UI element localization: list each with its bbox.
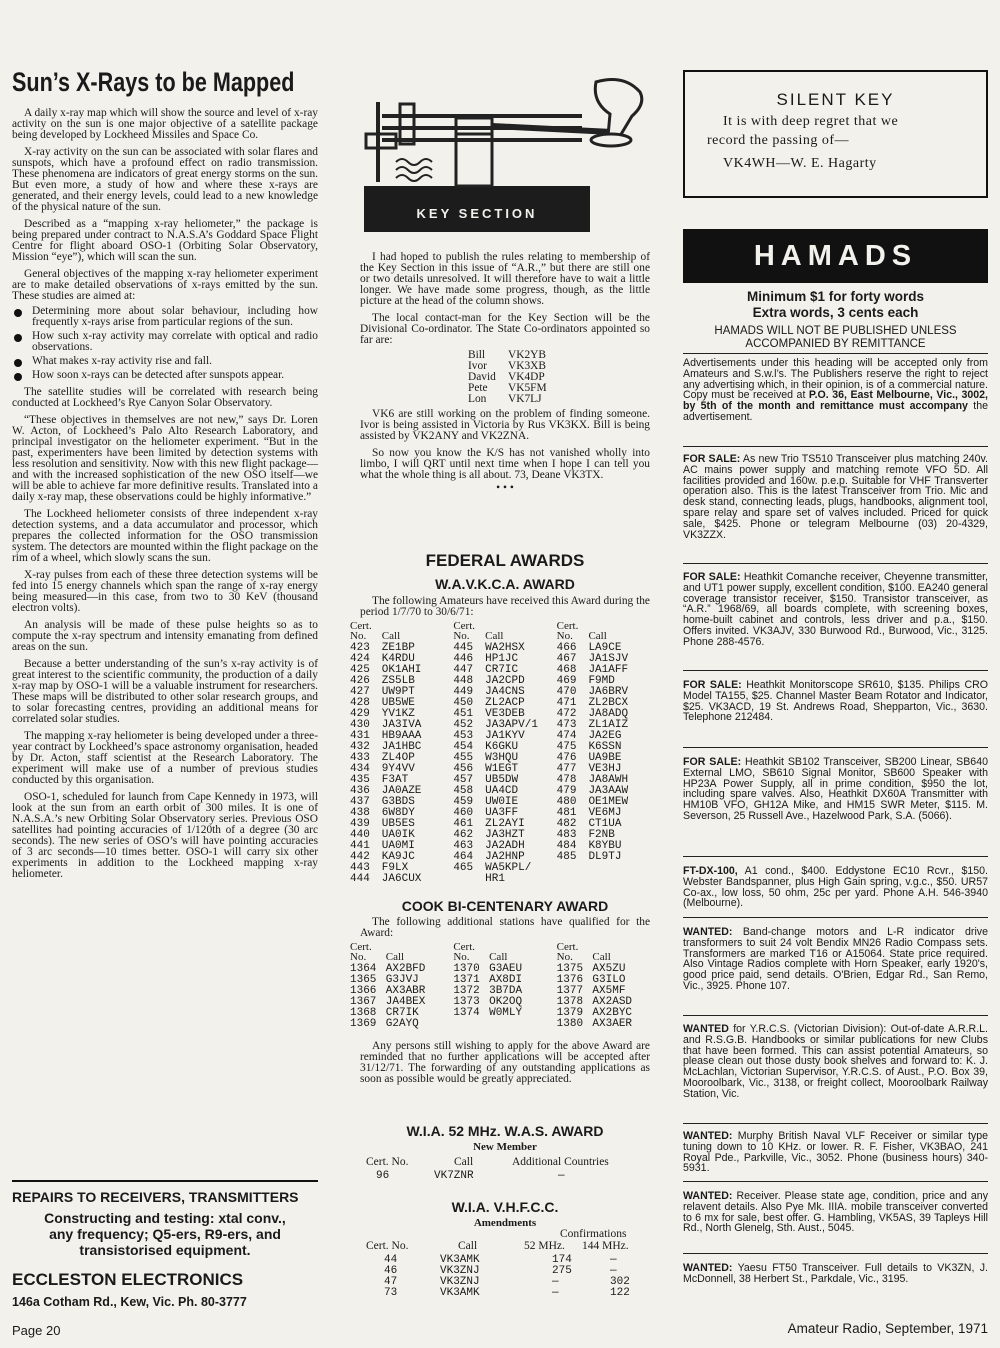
table-cell: OE1MEW [588,796,629,808]
table-cell: 464 [453,851,474,863]
table-cell: UA3FF [485,807,519,819]
table-cell: VK3AMK [440,1254,480,1266]
federal-awards-title: FEDERAL AWARDS [425,551,585,570]
table-cell: VE3DEB [485,708,525,720]
table-cell: JA2CPD [485,675,525,687]
table-cell: 44 [384,1254,398,1266]
table-cell: WA5KPL/ [485,862,532,874]
repairs-line-2: any frequency; Q5-ers, R9-ers, and [49,1226,281,1242]
table-cell: 450 [453,697,474,709]
table-cell: 467 [556,653,577,665]
table-cell: 425 [350,664,370,676]
ad-divider [683,1181,988,1182]
table-cell: AX5MF [592,985,626,997]
repairs-address: 146a Cotham Rd., Kew, Vic. Ph. 80-3777 [12,1295,247,1309]
ad-divider [683,1123,988,1124]
table-cell: 1368 [350,1007,377,1019]
table-cell: JA8ADQ [588,708,629,720]
sun-bullet-1: Determining more about solar behaviour, including how frequently x-rays arise from particular regions of the sun. [12,306,318,328]
key-p3: VK6 are still working on the problem of finding someone. Ivor is being assisted in Victoria by Rus VK3KX. Bill is being assisted by VK2ANY and VK2ZNA. [360,408,650,442]
hamad-item-7: WANTED for Y.R.C.S. (Victorian Division): Out-of-date A.R.R.L. and R.S.G.B. Handbooks or similar publications for new Clubs that have been formed. This can assist potential Amateurs, so please clean out those dusty book shelves and forward to: K. J. McLachlan, Victorian Supervisor, Y.R.C.S. of Aust., P.O. Box 39, Mooroolbark, Vic., 3138, or freight collect, Mooroolbark Railway Station, Vic. [683,1023,988,1100]
table-cell [557,863,589,874]
table-cell: 448 [453,675,474,687]
table-cell: 436 [350,785,370,797]
table-cell: JA2ADH [485,840,525,852]
hamad-item-9: WANTED: Receiver. Please state age, condition, price and any relavent details. Also Pye Mk. IIIA. mobile transceiver converted to 6 mx for sale, best offer. G. Hambling, VK5AS, 39 Tapleys Hill Rd., North Glenelg, Sth. Aust., 5045. [683,1190,988,1235]
sun-p1: A daily x-ray map which will show the source and level of x-ray activity on the sun is one major objective of a satellite package being developed by Lockheed Missiles and Space Co. [12,107,318,141]
table-cell: JA0AZE [381,785,422,797]
ad-divider [683,1253,988,1254]
table-cell: JA2EG [588,730,622,742]
cook-intro: The following additional stations have qualified for the Award: [360,916,650,939]
table-cell: — [552,1276,559,1288]
ad-divider [683,446,988,447]
table-cell: 1366 [350,985,377,997]
table-cell [489,1019,557,1030]
table-cell: 428 [350,697,370,709]
table-cell: 479 [556,785,577,797]
table-cell: AX3ABR [385,985,426,997]
table-cell: 431 [350,730,370,742]
table-cell: AX2ASD [592,996,633,1008]
cook-rows [350,964,660,1030]
sun-p6: “These objectives in themselves are not new,” says Dr. Loren W. Acton, of Lockheed’s Palo Alto Research Laboratory, and principal investigator on the heliometer experiment. “But in the past, experimenters have been limited by detection systems with less resolution and sensitivity. Now with this new flight package—and with the increased sophistication of the new OSO itself—we will be able to achieve far more definitive results. Translated into a daily x-ray map, these observations could be highly informative.” [12,414,318,503]
sun-bullet-4: How soon x-rays can be detected after sunspots appear. [12,370,318,381]
repairs-title: REPAIRS TO RECEIVERS, TRANSMITTERS [12,1189,299,1205]
table-cell: ZL2AYI [485,818,525,830]
table-cell: 459 [453,796,474,808]
table-cell: 457 [453,774,474,786]
table-cell: JA6BRV [588,686,629,698]
table-cell: 462 [453,829,474,841]
hamad-item-1: FOR SALE: As new Trio TS510 Transceiver plus matching 240v. AC mains power supply and matching remote VFO 5D. All facilities provided and 160w. p.e.p. Suitable for VHF Transverter operation also. This is the latest Transceiver from Trio. Mic and desk stand, connecting leads, plugs, handbooks, alignment tool, spare relay and spare set of valves included. Priced for quick sale, $425. Phone or telegram Melbourne (03) 20-4329, VK3ZZX. [683,453,988,541]
table-cell: 1375 [556,963,584,975]
table-cell: 432 [350,741,370,753]
table-cell: 466 [556,642,577,654]
table-cell: 441 [350,840,370,852]
table-cell: JA1SJV [588,653,629,665]
table-cell: 435 [350,774,370,786]
hamads-rule [683,353,988,354]
table-cell: W3HQU [485,752,519,764]
table-cell: 440 [350,829,370,841]
key-section-body [360,252,650,494]
table-cell: JA1HBC [381,741,422,753]
table-cell [453,874,485,885]
table-cell: K8YBU [588,840,622,852]
table-cell: JA3IVA [381,719,422,731]
table-cell: 429 [350,708,370,720]
table-cell: 174 [552,1254,572,1266]
sun-article-headline: Sun’s X-Rays to be Mapped [12,67,295,97]
repairs-line-3: transistorised equipment. [79,1242,251,1258]
vhfcc-rows [384,1255,664,1299]
sun-p11: The mapping x-ray heliometer is being developed under a three-year contract by Lockheed’s space astronomy organisation, headed by Dr. Acton, staff scientist at the Research Laboratory. The experiment will make use of a number of previous studies conducted by this organisation. [12,730,318,786]
vhfcc-subtitle: Amendments [473,1217,537,1229]
table-cell: 473 [556,719,577,731]
table-cell: G3JVJ [385,974,419,986]
sun-p9: An analysis will be made of these pulse heights so as to compute the x-ray spectrum and intensity emanating from defined areas on the sun. [12,619,318,653]
table-cell: CR7IC [485,664,519,676]
table-cell: UB5DW [485,774,519,786]
table-cell: CT1UA [588,818,622,830]
hamad-item-10: WANTED: Yaesu FT50 Transceiver. Full details to VK3ZN, J. McDonnell, 38 Herbert St., Parkdale, Vic., 3195. [683,1262,988,1285]
table-cell: 481 [556,807,577,819]
table-cell: OK2OQ [489,996,523,1008]
sun-p2: X-ray activity on the sun can be associated with solar flares and sunspots, which have a profound effect on radio transmission. These phenomena are indicators of great energy storms on the sun. But even more, a study of how and where these x-rays are generated, and their energy levels, could lead to a new knowledge of the physical nature of the sun. [12,146,318,213]
table-cell: 426 [350,675,370,687]
hamads-rate-1: Minimum $1 for forty words [746,289,925,304]
table-cell: K6SSN [588,741,622,753]
table-cell: 302 [610,1276,630,1288]
table-cell: W0MLY [489,1007,523,1019]
key-p2: The local contact-man for the Key Section will be the Divisional Co-ordinator. The State Co-ordinators appointed so far are: [360,312,650,346]
table-cell [557,874,589,885]
table-cell: UA4CD [485,785,519,797]
was-row: 96 VK7ZNR — [376,1170,565,1182]
table-cell: UB5ES [381,818,415,830]
table-cell: UW9PT [381,686,415,698]
table-cell: 122 [610,1287,630,1299]
table-cell: 468 [556,664,577,676]
table-cell [453,1019,489,1030]
table-cell: 470 [556,686,577,698]
table-cell: 449 [453,686,474,698]
key-separator: • • • [496,482,514,494]
table-cell: 73 [384,1287,398,1299]
table-cell: 1365 [350,974,377,986]
table-cell: 9Y4VV [381,763,415,775]
table-row [384,1255,664,1266]
table-cell: 1371 [453,974,480,986]
sun-article-body [12,108,318,880]
table-cell: 1373 [453,996,480,1008]
table-cell: YV1KZ [381,708,415,720]
table-cell: 476 [556,752,577,764]
sun-p5: The satellite studies will be correlated with research being conducted at Lockheed’s Rye Canyon Solar Observatory. [12,386,318,409]
table-cell: VE3HJ [588,763,622,775]
table-cell: G3BDS [381,796,415,808]
vhfcc-confirmations-label: Confirmations [560,1228,627,1240]
hamads-banner [683,229,988,283]
table-cell: WA2HSX [485,642,525,654]
table-cell: G2AYQ [385,1018,419,1030]
hamads-title: HAMADS [753,240,918,272]
morse-key-illustration [356,74,646,234]
coordinator-list [468,350,650,405]
table-cell: 484 [556,840,577,852]
magazine-footer: Amateur Radio, September, 1971 [787,1321,988,1336]
table-cell: 1374 [453,1007,480,1019]
table-cell: 451 [453,708,474,720]
table-row [384,1288,664,1299]
hamad-item-6: WANTED: Band-change motors and L-R indicator drive transformers to suit 24 volt Bendix MN26 Radio Compass sets. Transformers are marked T16 or A15064. State price required. Also Vintage Radios complete with Horn Speaker, early 1920's, good price paid, send details. O'Brien, Edgar Rd., San Remo, Vic., 3925. Phone 107. [683,926,988,992]
table-cell: 1369 [350,1018,377,1030]
table-cell: 483 [556,829,577,841]
table-cell: W1EGT [485,763,519,775]
wavkca-title: W.A.V.K.C.A. AWARD [435,576,575,592]
cook-header-cert: Cert. Cert. Cert. [350,941,579,953]
vhfcc-title: W.I.A. V.H.F.C.C. [451,1199,559,1215]
table-cell: VE6MJ [588,807,622,819]
table-cell: 472 [556,708,577,720]
table-cell: UW0IE [485,796,519,808]
table-cell: F3AT [381,774,409,786]
table-cell: JA1KYV [485,730,525,742]
table-cell: G3AEU [489,963,523,975]
table-cell: 465 [453,862,474,874]
table-cell: UB5WE [381,697,415,709]
silent-key-box [683,70,988,198]
table-cell: K6GKU [485,741,519,753]
table-cell: JA2HNP [485,851,525,863]
table-cell: AX2BYC [592,1007,633,1019]
table-cell: 454 [453,741,474,753]
hamad-item-5: FT-DX-100, A1 cond., $400. Eddystone EC10 Rcvr., $150. Webster Bandspanner, plus High Gain spring, v.g.c., $50. UR57 Co-ax., low loss, 50 ohm, 25c per yard. Phone A.H. 546-3940 (Melbourne). [683,865,988,910]
table-cell: 453 [453,730,474,742]
table-cell: UA0IK [381,829,415,841]
table-cell: LA9CE [588,642,622,654]
table-cell: 433 [350,752,370,764]
sun-p10: Because a better understanding of the sun’s x-ray activity is of great interest to the scientific community, the production of a daily x-ray map by OSO-1 will be a valuable instrument for researchers. These maps will be distributed to other solar research groups, and to solar forecasting centres, providing an additional means for correlated solar studies. [12,658,318,725]
hamad-item-2: FOR SALE: Heathkit Comanche receiver, Cheyenne transmitter, and UT1 power supply, excellent condition, $100. EA240 general coverage transistor receiver, $150. Transistor transceiver, as “A.R.” 1968/69, all boards complete, with screening boxes, home-built cabinet and controls, less driver and p.a., $150. Offers invited. VK3AJV, 330 Burwood Rd., Burwood, Vic., 3125. Phone 288-4576. [683,571,988,648]
table-cell: 463 [453,840,474,852]
table-cell: ZL1AIZ [588,719,629,731]
table-cell: JA1AFF [588,664,629,676]
table-cell: ZL2BCX [588,697,629,709]
table-cell: 1367 [350,996,377,1008]
table-cell: 3B7DA [489,985,523,997]
hamads-note-1: HAMADS WILL NOT BE PUBLISHED UNLESS [714,325,957,337]
was-title: W.I.A. 52 MHz. W.A.S. AWARD [406,1123,604,1139]
hamads-rules: Advertisements under this heading will be accepted only from Amateurs and S.w.l’s. The Publishers reserve the right to reject any advertising which, in their opinion, is of a commercial nature. Copy must be received at P.O. 36, East Melbourne, Vic., 3002, by 5th of the month and remittance must accompany the advertisement. [683,357,988,423]
table-cell: 1378 [556,996,584,1008]
wavkca-intro: The following Amateurs have received this Award during the period 1/7/70 to 30/6/71: [360,595,650,618]
ad-divider [683,1015,988,1016]
table-cell: 444 [350,873,370,885]
table-cell: ZL2ACP [485,697,525,709]
table-cell: HB9AAA [381,730,422,742]
wavkca-rows [350,643,660,885]
table-cell: 460 [453,807,474,819]
table-cell: 1380 [556,1018,584,1030]
table-cell: JA4CNS [485,686,525,698]
coordinator-row: Pete VK5FM [468,382,547,394]
table-cell: 443 [350,862,370,874]
repairs-company: ECCLESTON ELECTRONICS [12,1270,244,1289]
table-cell: 1372 [453,985,480,997]
silent-key-name: VK4WH—W. E. Hagarty [723,156,877,171]
table-cell [588,863,660,874]
ad-divider [683,917,988,918]
table-cell: K4RDU [381,653,415,665]
table-cell: 1376 [556,974,584,986]
table-cell: VK3AMK [440,1287,480,1299]
sun-bullet-2: How such x-ray activity may correlate with optical and radio observations. [12,331,318,353]
table-cell: 46 [384,1265,398,1277]
key-p4: So now you know the K/S has not vanished wholly into limbo, I will QRT until next time when I hope I can tell you what the whole thing is all about. 73, Deane VK3TX. [360,447,650,481]
table-cell: JA3AAW [588,785,629,797]
table-cell: 446 [453,653,474,665]
repairs-line-1: Constructing and testing: xtal conv., [44,1210,286,1226]
table-cell: — [610,1254,617,1266]
vhfcc-header: Cert. No. Call 52 MHz. 144 MHz. [366,1240,629,1252]
wavkca-header-cert: Cert. Cert. Cert. [350,620,579,632]
wavkca-table [350,621,660,885]
table-cell: 1364 [350,963,377,975]
silent-key-line-1: It is with deep regret that we [723,114,899,129]
table-cell: ZL4OP [381,752,415,764]
table-cell: JA8AWH [588,774,629,786]
table-cell: 480 [556,796,577,808]
was-header: Cert. No. Call Additional Countries [366,1156,609,1168]
silent-key-title: SILENT KEY [776,90,895,109]
table-cell: VK3ZNJ [440,1265,480,1277]
ad-divider [683,856,988,857]
sun-p4: General objectives of the mapping x-ray heliometer experiment are to make detailed observations of x-rays emitted by the sun. These studies are aimed at: [12,268,318,302]
ad-divider [683,670,988,671]
table-cell: 427 [350,686,370,698]
table-cell: AX2BFD [385,963,426,975]
coordinator-row: Bill VK2YB [468,349,546,361]
table-cell: 424 [350,653,370,665]
table-cell: F2NB [588,829,615,841]
table-cell: 47 [384,1276,398,1288]
key-section-banner: KEY SECTION [416,206,538,221]
table-cell: 475 [556,741,577,753]
sun-p12: OSO-1, scheduled for launch from Cape Kennedy in 1973, will look at the sun from an earth orbit of 300 miles. It is one of N.A.S.A.’s new Orbiting Solar Observatory series. Previous OSO satellites had pointing accuracies of 1/120th of a degree (30 arc seconds). The new series of OSO’s will have pointing accuracies of 3 arc seconds—10 times better. OSO-1 will carry six other experiments in addition to the Lockheed mapping x-ray heliometer. [12,791,318,880]
table-cell: JA3HZT [485,829,525,841]
hamad-item-4: FOR SALE: Heathkit SB102 Transceiver, SB200 Linear, SB640 External LMO, SB610 Signal Monitor, SB600 Speaker with HP23A Power Supply, all in prime condition, $950 the lot, including spare valves. Also, Heathkit DX60A Transmitter with HM10B VFO, GH12A Mike, and HM15 SWR Meter, $115. M. Severson, 25 Russell Ave., Hazelwood Park, S.A. (5066). [683,756,988,822]
table-cell: AX8DI [489,974,523,986]
table-cell: 442 [350,851,370,863]
key-p1: I had hoped to publish the rules relating to membership of the Key Section in this issue of “A.R.,” but there are still one or two details unresolved. It will therefore have to wait a little longer. We have made some progress, though, as the little picture at the head of the column shows. [360,251,650,307]
cook-table [350,942,660,1030]
sun-p3: Described as a “mapping x-ray heliometer,” the package is being prepared under contract to N.A.S.A’s Goddard Space Flight Centre for flight aboard OSO-1 (Orbiting Solar Observatory, Mission “eye”), which will scan the sun. [12,218,318,263]
hamads-rate-2: Extra words, 3 cents each [752,305,919,320]
table-cell: G3ILO [592,974,626,986]
table-cell: 471 [556,697,577,709]
table-cell: 455 [453,752,474,764]
table-cell: 438 [350,807,370,819]
table-cell: DL9TJ [588,851,622,863]
table-cell: F9LX [381,862,409,874]
table-cell [588,874,660,885]
table-cell: ZE1BP [381,642,415,654]
was-subtitle: New Member [473,1141,537,1153]
table-cell: 485 [556,851,577,863]
table-cell: 1379 [556,1007,584,1019]
table-cell: KA9JC [381,851,415,863]
table-cell: ZS5LB [381,675,415,687]
table-cell: 482 [556,818,577,830]
table-cell: CR7IK [385,1007,419,1019]
table-cell: 275 [552,1265,572,1277]
table-cell: JA4BEX [385,996,426,1008]
table-cell: HR1 [485,873,505,885]
table-cell: AX5ZU [592,963,626,975]
cook-title: COOK BI-CENTENARY AWARD [401,898,609,914]
table-cell: — [610,1265,617,1277]
ad-divider [683,747,988,748]
repairs-advert [12,1180,318,1309]
table-cell: 474 [556,730,577,742]
table-cell: OK1AHI [381,664,422,676]
wavkca-header-labels: No. Call No. Call No. Call [350,630,607,642]
cook-note: Any persons still wishing to apply for the above Award are reminded that no further applications will be accepted after 31/12/71. The forwarding of any outstanding applications as soon as possible would be greatly appreciated. [360,1040,650,1085]
table-cell: 452 [453,719,474,731]
table-row [350,1019,660,1030]
table-cell: 445 [453,642,474,654]
sun-bullet-list [12,306,318,381]
cook-header-labels: No. Call No. Call No. Call [350,951,611,963]
table-cell: 469 [556,675,577,687]
table-cell: 439 [350,818,370,830]
table-cell: 477 [556,763,577,775]
table-cell: 434 [350,763,370,775]
table-cell: 458 [453,785,474,797]
table-cell: 461 [453,818,474,830]
table-cell: 1377 [556,985,584,997]
table-cell: — [552,1287,559,1299]
sun-p7: The Lockheed heliometer consists of three independent x-ray detection systems, and a data accumulator and processor, which prepares the collected information for the OSO transmission system. The detectors are mounted within the flight package on the rim of a wheel, which slowly scans the sun. [12,508,318,564]
table-cell: VK3ZNJ [440,1276,480,1288]
table-cell: 430 [350,719,370,731]
table-cell: 478 [556,774,577,786]
sun-bullet-3: What makes x-ray activity rise and fall. [12,356,318,367]
table-cell: 447 [453,664,474,676]
table-cell: 423 [350,642,370,654]
table-cell: 1370 [453,963,480,975]
hamad-item-3: FOR SALE: Heathkit Monitorscope SR610, $135. Philips CRO Model TA155, $25. Channel Master Beam Rotator and Indicator, $25. VK3ACD, 19 St. Andrews Road, Shepparton, Vic., 3630. Telephone 212484. [683,679,988,724]
table-cell: UA0MI [381,840,415,852]
hamad-item-8: WANTED: Murphy British Naval VLF Receiver or similar type tuning down to 10 KHz. or lower. R. F. Fisher, VK3BAO, 241 Royal Pde., Parkville, Vic., 3052. Phone (business hours) 340-5931. [683,1130,988,1175]
table-cell: UA9BE [588,752,622,764]
table-cell: 437 [350,796,370,808]
table-cell: JA3APV/1 [485,719,538,731]
hamads-note-2: ACCOMPANIED BY REMITTANCE [745,338,926,350]
table-cell: F9MD [588,675,615,687]
table-cell: 456 [453,763,474,775]
silent-key-line-2: record the passing of— [707,133,850,148]
table-cell: 6W8DY [381,807,415,819]
coordinator-row: Ivor VK3XB [468,360,546,372]
coordinator-row: David VK4DP [468,371,545,383]
coordinator-row: Lon VK7LJ [468,393,542,405]
ad-divider [683,563,988,564]
page-number: Page 20 [12,1323,61,1338]
sun-p8: X-ray pulses from each of these three detection systems will be fed into 15 energy channels which span the range of x-ray energy being measured—in this case, from two to 30 KeV (thousand electron volts). [12,569,318,614]
table-cell: HP1JC [485,653,519,665]
table-row [350,874,660,885]
table-cell: JA6CUX [381,873,422,885]
table-cell: AX3AER [592,1018,633,1030]
